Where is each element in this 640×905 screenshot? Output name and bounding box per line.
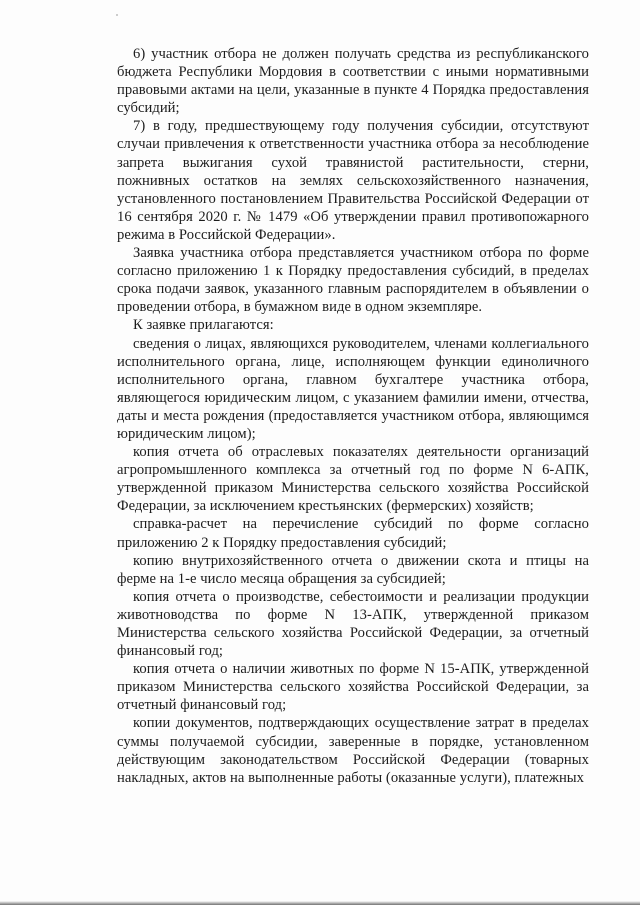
paragraph-attachment-6-apk: копия отчета об отраслевых показателях деятельности организаций агропромышленного комплекса за отчетный год по форме N 6-АПК, утвержденной приказом Министерства сельского хозяйства Российской Федерации, за исключением крестьянских (фермерских) хозяйств; bbox=[117, 444, 589, 515]
document-body bbox=[117, 45, 589, 787]
paragraph-attachment-persons-info: сведения о лицах, являющихся руководителем, членами коллегиального исполнительного органа, лице, исполняющем функции единоличного исполнительного органа, главном бухгалтере участника отбора, являющегося юридическим лицом, с указанием фамилии имени, отчества, даты и места рождения (предоставляется участником отбора, являющимся юридическим лицом); bbox=[117, 335, 589, 442]
paragraph-attachment-expense-documents: копии документов, подтверждающих осуществление затрат в пределах суммы получаемой субсидии, заверенные в порядке, установленном действующим законодательством Российской Федерации (товарных накладных, актов на выполненные работы (оказанные услуги), платежных bbox=[117, 715, 589, 786]
paragraph-application-form: Заявка участника отбора представляется участником отбора по форме согласно приложению 1 к Порядку предоставления субсидий, в пределах срока подачи заявок, указанного главным распорядителем в объявлении о проведении отбора, в бумажном виде в одном экземпляре. bbox=[117, 245, 589, 316]
page-bottom-edge bbox=[0, 901, 640, 905]
scan-speck bbox=[116, 14, 118, 16]
paragraph-attachment-livestock-report: копию внутрихозяйственного отчета о движении скота и птицы на ферме на 1-е число месяца обращения за субсидией; bbox=[117, 552, 589, 587]
paragraph-item-7: 7) в году, предшествующему году получения субсидии, отсутствуют случаи привлечения к ответственности участника отбора за несоблюдение запрета выжигания сухой травянистой растительности, стерни, пожнивных остатков на землях сельскохозяйственного назначения, установленного постановлением Правительства Российской Федерации от 16 сентября 2020 г. № 1479 «Об утверждении правил противопожарного режима в Российской Федерации». bbox=[117, 118, 589, 243]
paragraph-attachments-intro: К заявке прилагаются: bbox=[133, 317, 274, 334]
paragraph-attachment-15-apk: копия отчета о наличии животных по форме N 15-АПК, утвержденной приказом Министерства сельского хозяйства Российской Федерации, за отчетный финансовый год; bbox=[117, 661, 589, 714]
paragraph-item-6: 6) участник отбора не должен получать средства из республиканского бюджета Республики Мордовия в соответствии с иными нормативными правовыми актами на цели, указанные в пункте 4 Порядка предоставления субсидий; bbox=[117, 46, 589, 117]
paragraph-attachment-calculation: справка-расчет на перечисление субсидий по форме согласно приложению 2 к Порядку предоставления субсидий; bbox=[117, 516, 589, 551]
paragraph-attachment-13-apk: копия отчета о производстве, себестоимости и реализации продукции животноводства по форме N 13-АПК, утвержденной приказом Министерства сельского хозяйства Российской Федерации, за отчетный финансовый год; bbox=[117, 588, 589, 660]
